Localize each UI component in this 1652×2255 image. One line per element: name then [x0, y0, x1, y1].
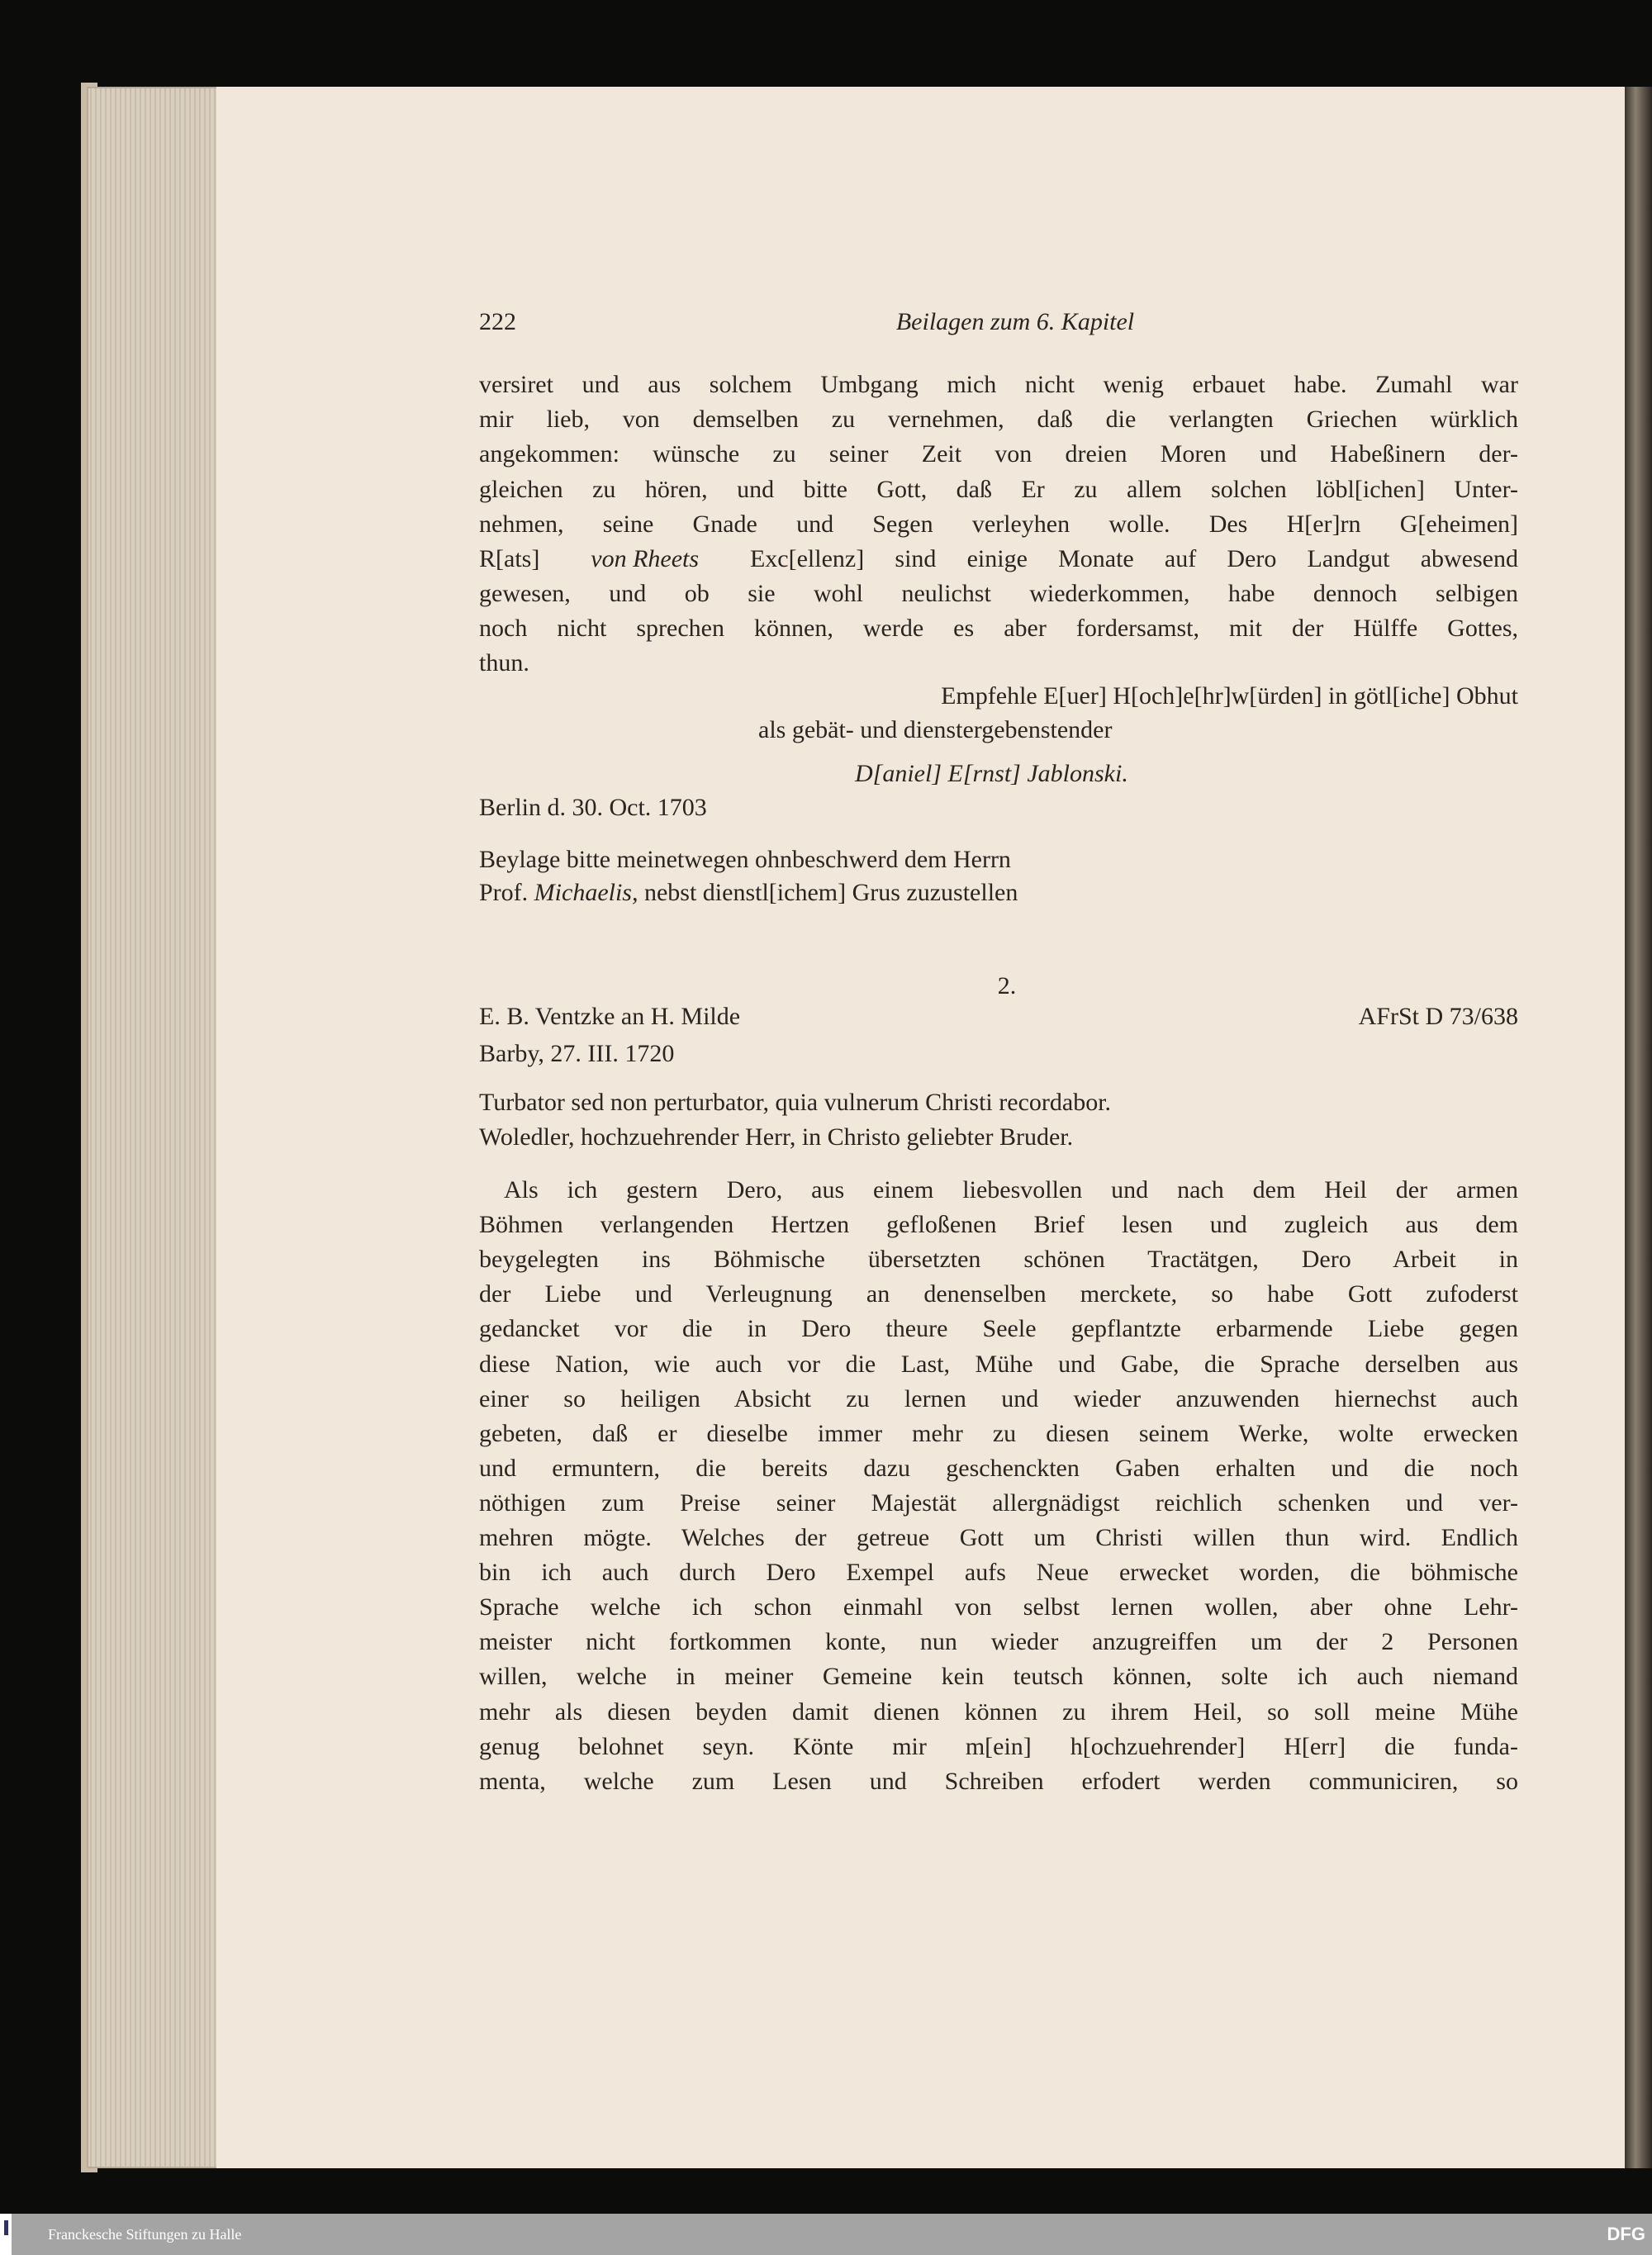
text-line	[479, 543, 1518, 576]
closing-line: Empfehle E[uer] H[och]e[hr]w[ürden] in götl[iche] Obhut	[941, 682, 1518, 710]
archive-reference: AFrSt D 73/638	[1358, 1003, 1518, 1030]
letter-date: Berlin d. 30. Oct. 1703	[479, 794, 707, 821]
text-line: angekommen: wünsche zu seiner Zeit von dreien Moren und Habeßinern der-	[479, 440, 1518, 468]
text: Exc[ellenz] sind einige Monate auf Dero Landgut abwesend	[749, 545, 1518, 572]
salutation: Woledler, hochzuehrender Herr, in Christo geliebter Bruder.	[479, 1123, 1074, 1151]
dfg-logo: DFG	[1607, 2224, 1645, 2244]
running-head: Beilagen zum 6. Kapitel	[895, 308, 1135, 335]
text-line: mehr als diesen beyden damit dienen können zu ihrem Heil, so soll meine Mühe	[479, 1697, 1518, 1726]
text-line: versiret und aus solchem Umbgang mich nicht wenig erbauet habe. Zumahl war	[479, 371, 1518, 398]
text-line: Sprache welche ich schon einmahl von selbst lernen wollen, aber ohne Lehr-	[479, 1593, 1518, 1621]
text-line: nöthigen zum Preise seiner Majestät allergnädigst reichlich schenken und ver-	[479, 1488, 1518, 1517]
institution-logo	[0, 2214, 12, 2255]
letter-number: 2.	[997, 972, 1017, 999]
closing-line: als gebät- und dienstergebenstender	[758, 716, 1113, 743]
page-number: 222	[479, 308, 516, 335]
postscript-line: Beylage bitte meinetwegen ohnbeschwerd dem Herrn	[479, 846, 1011, 873]
text: R[ats]	[479, 545, 540, 572]
text-line: gedancket vor die in Dero theure Seele gepflantzte erbarmende Liebe gegen	[479, 1315, 1518, 1343]
footer-bar	[0, 2214, 1652, 2255]
text-line: gleichen zu hören, und bitte Gott, daß Er zu allem solchen löbl[ichen] Unter-	[479, 476, 1518, 503]
text-line: Böhmen verlangenden Hertzen gefloßenen Brief lesen und zugleich aus dem	[479, 1211, 1518, 1239]
letter-place-date: Barby, 27. III. 1720	[479, 1040, 675, 1067]
text-line: thun.	[479, 649, 529, 676]
letter-sender: E. B. Ventzke an H. Milde	[479, 1003, 741, 1030]
text-line: noch nicht sprechen können, werde es aber fordersamst, mit der Hülffe Gottes,	[479, 615, 1518, 642]
text: nebst dienstl[ichem] Grus zuzustellen	[643, 879, 1018, 906]
signature: D[aniel] E[rnst] Jablonski.	[855, 760, 1128, 787]
text: Prof.	[479, 879, 529, 906]
text-line: und ermuntern, die bereits dazu geschenckten Gaben erhalten und die noch	[479, 1454, 1518, 1482]
facing-page-edge	[1625, 87, 1652, 2168]
institution-name: Franckesche Stiftungen zu Halle	[48, 2226, 242, 2243]
text-line: mehren mögte. Welches der getreue Gott um Christi willen thun wird. Endlich	[479, 1524, 1518, 1551]
person-name: von Rheets	[591, 545, 700, 572]
text-line: beygelegten ins Böhmische übersetzten schönen Tractätgen, Dero Arbeit in	[479, 1246, 1518, 1274]
text-line: der Liebe und Verleugnung an denenselben merckete, so habe Gott zufoderst	[479, 1280, 1518, 1308]
person-name: Michaelis,	[534, 879, 638, 906]
text-line: willen, welche in meiner Gemeine kein teutsch können, solte ich auch niemand	[479, 1663, 1518, 1691]
text-line: nehmen, seine Gnade und Segen verleyhen wolle. Des H[er]rn G[eheimen]	[479, 510, 1518, 538]
text-line: meister nicht fortkommen konte, nun wieder anzugreiffen um der 2 Personen	[479, 1628, 1518, 1656]
text-line: bin ich auch durch Dero Exempel aufs Neue erwecket worden, die böhmische	[479, 1559, 1518, 1587]
page-stack	[87, 87, 219, 2168]
text-line: mir lieb, von demselben zu vernehmen, daß die verlangten Griechen würklich	[479, 406, 1518, 433]
motto: Turbator sed non perturbator, quia vulnerum Christi recordabor.	[479, 1089, 1112, 1116]
text-line: genug belohnet seyn. Könte mir m[ein] h[ochzuehrender] H[err] die funda-	[479, 1732, 1518, 1760]
text-line: gebeten, daß er dieselbe immer mehr zu diesen seinem Werke, wolte erwecken	[479, 1419, 1518, 1447]
text-line: gewesen, und ob sie wohl neulichst wiederkommen, habe dennoch selbigen	[479, 580, 1518, 607]
text-line: diese Nation, wie auch vor die Last, Mühe und Gabe, die Sprache derselben aus	[479, 1350, 1518, 1378]
text-line: Als ich gestern Dero, aus einem liebesvollen und nach dem Heil der armen	[504, 1176, 1518, 1203]
text-line: einer so heiligen Absicht zu lernen und wieder anzuwenden hiernechst auch	[479, 1384, 1518, 1412]
postscript-line	[479, 876, 1518, 909]
text-line: menta, welche zum Lesen und Schreiben erfodert werden communiciren, so	[479, 1767, 1518, 1795]
